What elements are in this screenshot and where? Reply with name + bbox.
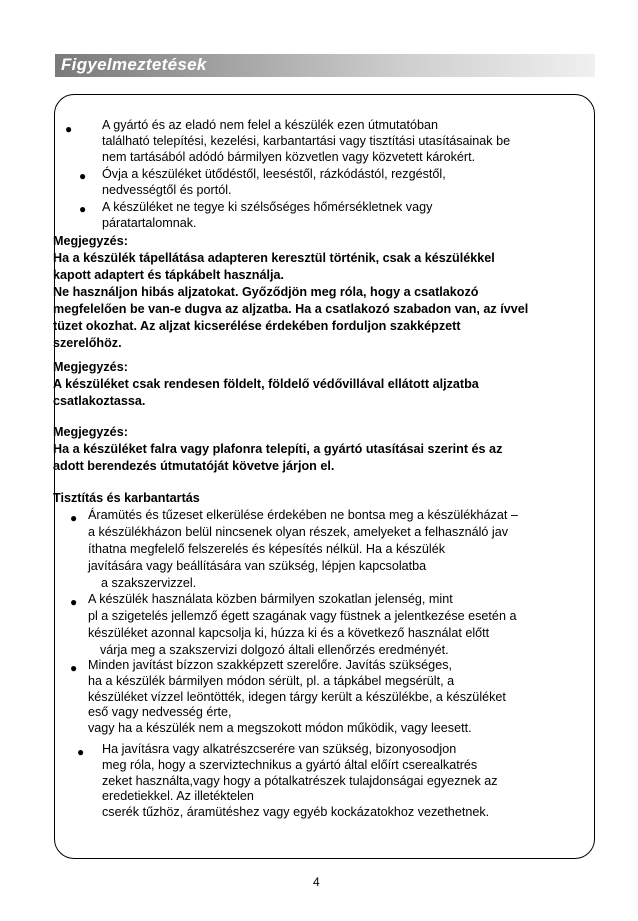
cleaning-2-line-2: pl a szigetelés jellemző égett szagának vagy füstnek a jelentkezése esetén a [88,609,517,623]
note-1-line-1: Ha a készülék tápellátása adapteren keresztül történik, csak a készülékkel [53,251,495,265]
bullet-icon: ● [77,745,85,759]
cleaning-title: Tisztítás és karbantartás [53,491,200,505]
bullet-icon: ● [65,122,73,136]
note-2-line-1: A készüléket csak rendesen földelt, földelő védővillával ellátott aljzatba [53,377,479,391]
cleaning-1-line-4: javítására vagy beállítására van szükség, lépjen kapcsolatba [88,559,427,573]
note-1-line-3: Ne használjon hibás aljzatokat. Győződjön meg róla, hogy a csatlakozó [53,285,479,299]
cleaning-4-line-4: eredetiekkel. Az illetéktelen [102,789,254,803]
section-header-bar [55,54,595,77]
warning-2-line-1: Óvja a készüléket ütődéstől, leeséstől, rázkódástól, rezgéstől, [102,167,446,181]
bullet-icon: ● [70,511,78,525]
cleaning-3-line-3: készüléket vízzel leöntötték, idegen tárgy került a készülékbe, a készüléket [88,690,506,704]
bullet-icon: ● [79,169,87,183]
note-3-line-1: Ha a készüléket falra vagy plafonra telepíti, a gyártó utasításai szerint és az [53,442,503,456]
cleaning-3-line-4: eső vagy nedvesség érte, [88,705,232,719]
warning-3-line-2: páratartalomnak. [102,216,197,230]
warning-3-line-1: A készüléket ne tegye ki szélsőséges hőmérsékletnek vagy [102,200,433,214]
note-1-line-2: kapott adaptert és tápkábelt használja. [53,268,284,282]
note-1-line-6: szerelőhöz. [53,336,122,350]
cleaning-2-line-1: A készülék használata közben bármilyen szokatlan jelenség, mint [88,592,453,606]
note-2-heading: Megjegyzés: [53,360,128,374]
cleaning-1-line-3: íthatna megfelelő felszerelés és képesítés nélkül. Ha a készülék [88,542,446,556]
page-number: 4 [313,875,320,889]
bullet-icon: ● [79,202,87,216]
warning-1-line-2: található telepítési, kezelési, karbantartási vagy tisztítási utasításainak be [102,134,511,148]
cleaning-2-line-4: várja meg a szakszervizi dolgozó általi ellenőrzés eredményét. [100,643,449,657]
cleaning-3-line-1: Minden javítást bízzon szakképzett szerelőre. Javítás szükséges, [88,658,452,672]
note-3-line-2: adott berendezés útmutatóját követve járjon el. [53,459,335,473]
cleaning-1-line-5: a szakszervizzel. [101,576,197,590]
cleaning-4-line-3: zeket használta,vagy hogy a pótalkatrészek tulajdonságai egyeznek az [102,774,498,788]
bullet-icon: ● [70,595,78,609]
note-2-line-2: csatlakoztassa. [53,394,146,408]
note-1-heading: Megjegyzés: [53,234,128,248]
cleaning-4-line-1: Ha javításra vagy alkatrészcserére van szükség, bizonyosodjon [102,742,457,756]
note-1-line-5: tüzet okozhat. Az aljzat kicserélése érdekében forduljon szakképzett [53,319,461,333]
cleaning-4-line-5: cserék tűzhöz, áramütéshez vagy egyéb kockázatokhoz vezethetnek. [102,805,490,819]
section-title: Figyelmeztetések [61,55,207,74]
cleaning-1-line-2: a készülékházon belül nincsenek olyan részek, amelyeket a felhasználó jav [88,525,509,539]
note-1-line-4: megfelelően be van-e dugva az aljzatba. Ha a csatlakozó szabadon van, az ívvel [53,302,529,316]
cleaning-2-line-3: készüléket azonnal kapcsolja ki, húzza ki és a következő használat előtt [88,626,490,640]
warning-1-line-1: A gyártó és az eladó nem felel a készülék ezen útmutatóban [102,118,439,132]
cleaning-4-line-2: meg róla, hogy a szerviztechnikus a gyártó által előírt cserealkatrés [102,758,478,772]
cleaning-1-line-1: Áramütés és tűzeset elkerülése érdekében ne bontsa meg a készülékházat – [88,508,518,522]
warning-1-line-3: nem tartásából adódó bármilyen közvetlen vagy közvetett károkért. [102,150,476,164]
warning-2-line-2: nedvességtől és portól. [102,183,232,197]
cleaning-3-line-5: vagy ha a készülék nem a megszokott módon működik, vagy leesett. [88,721,472,735]
cleaning-3-line-2: ha a készülék bármilyen módon sérült, pl. a tápkábel megsérült, a [88,674,455,688]
note-3-heading: Megjegyzés: [53,425,128,439]
bullet-icon: ● [70,661,78,675]
